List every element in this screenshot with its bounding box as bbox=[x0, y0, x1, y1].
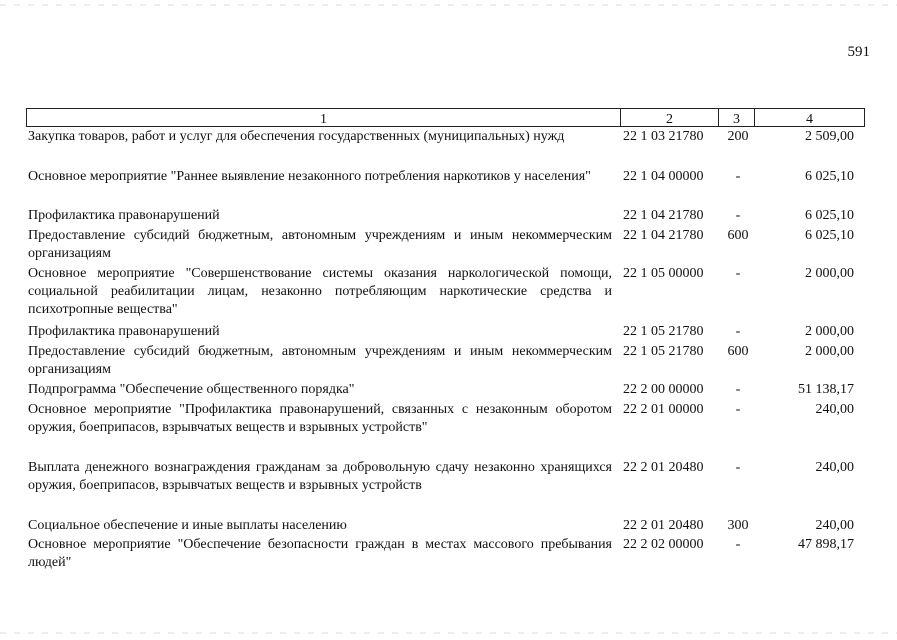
row-amount: 2 509,00 bbox=[805, 129, 854, 144]
row-amount: 240,00 bbox=[815, 460, 854, 475]
row-expense-type: 300 bbox=[727, 518, 749, 533]
row-code: 22 2 00 00000 bbox=[623, 382, 704, 397]
row-code: 22 2 01 20480 bbox=[623, 518, 704, 533]
row-expense-type: - bbox=[735, 169, 741, 184]
row-description: Выплата денежного вознаграждения гражданам за добровольную сдачу незаконно хранящихся оружия, боеприпасов, взрывчатых веществ и взрывных устройств bbox=[28, 460, 612, 493]
row-code: 22 2 02 00000 bbox=[623, 537, 704, 552]
row-expense-type: 200 bbox=[727, 129, 749, 144]
header-col-2: 2 bbox=[621, 109, 719, 126]
row-description: Основное мероприятие "Раннее выявление незаконного потребления наркотиков у населения" bbox=[28, 169, 591, 184]
row-amount: 240,00 bbox=[815, 518, 854, 533]
row-code: 22 1 03 21780 bbox=[623, 129, 704, 144]
row-description: Социальное обеспечение и иные выплаты населению bbox=[28, 518, 347, 533]
row-description: Основное мероприятие "Совершенствование системы оказания наркологической помощи, социальной реабилитации лицам, незаконно потребляющим наркотические средства и психотропные вещества" bbox=[28, 266, 612, 317]
row-amount: 6 025,10 bbox=[805, 228, 854, 243]
row-amount: 2 000,00 bbox=[805, 266, 854, 281]
row-amount: 47 898,17 bbox=[798, 537, 854, 552]
row-expense-type: 600 bbox=[727, 344, 749, 359]
row-amount: 2 000,00 bbox=[805, 344, 854, 359]
row-code: 22 2 01 00000 bbox=[623, 402, 704, 417]
table-header bbox=[26, 108, 865, 127]
row-code: 22 1 05 00000 bbox=[623, 266, 704, 281]
row-amount: 6 025,10 bbox=[805, 208, 854, 223]
scan-edge-bottom bbox=[0, 632, 897, 634]
row-description: Закупка товаров, работ и услуг для обеспечения государственных (муниципальных) нужд bbox=[28, 129, 565, 144]
row-description: Профилактика правонарушений bbox=[28, 208, 220, 223]
row-amount: 2 000,00 bbox=[805, 324, 854, 339]
row-description: Предоставление субсидий бюджетным, автономным учреждениям и иным некоммерческим организациям bbox=[28, 228, 612, 261]
row-expense-type: - bbox=[735, 537, 741, 552]
row-description: Основное мероприятие "Обеспечение безопасности граждан в местах массового пребывания людей" bbox=[28, 537, 612, 570]
row-expense-type: - bbox=[735, 324, 741, 339]
row-code: 22 1 04 21780 bbox=[623, 208, 704, 223]
row-description: Предоставление субсидий бюджетным, автономным учреждениям и иным некоммерческим организациям bbox=[28, 344, 612, 377]
scan-edge-top bbox=[0, 4, 897, 6]
row-description: Профилактика правонарушений bbox=[28, 324, 220, 339]
page-number: 591 bbox=[847, 44, 870, 60]
row-code: 22 1 04 00000 bbox=[623, 169, 704, 184]
row-description: Подпрограмма "Обеспечение общественного порядка" bbox=[28, 382, 355, 397]
row-expense-type: 600 bbox=[727, 228, 749, 243]
header-col-3: 3 bbox=[719, 109, 755, 126]
row-amount: 240,00 bbox=[815, 402, 854, 417]
row-expense-type: - bbox=[735, 382, 741, 397]
header-col-4: 4 bbox=[806, 112, 813, 127]
row-code: 22 1 05 21780 bbox=[623, 344, 704, 359]
row-expense-type: - bbox=[735, 208, 741, 223]
row-code: 22 2 01 20480 bbox=[623, 460, 704, 475]
row-amount: 6 025,10 bbox=[805, 169, 854, 184]
row-code: 22 1 05 21780 bbox=[623, 324, 704, 339]
row-expense-type: - bbox=[735, 402, 741, 417]
row-expense-type: - bbox=[735, 460, 741, 475]
header-col-1: 1 bbox=[27, 109, 621, 126]
row-amount: 51 138,17 bbox=[798, 382, 854, 397]
row-description: Основное мероприятие "Профилактика правонарушений, связанных с незаконным оборотом оружия, боеприпасов, взрывчатых веществ и взрывных устройств" bbox=[28, 402, 612, 435]
row-expense-type: - bbox=[735, 266, 741, 281]
row-code: 22 1 04 21780 bbox=[623, 228, 704, 243]
